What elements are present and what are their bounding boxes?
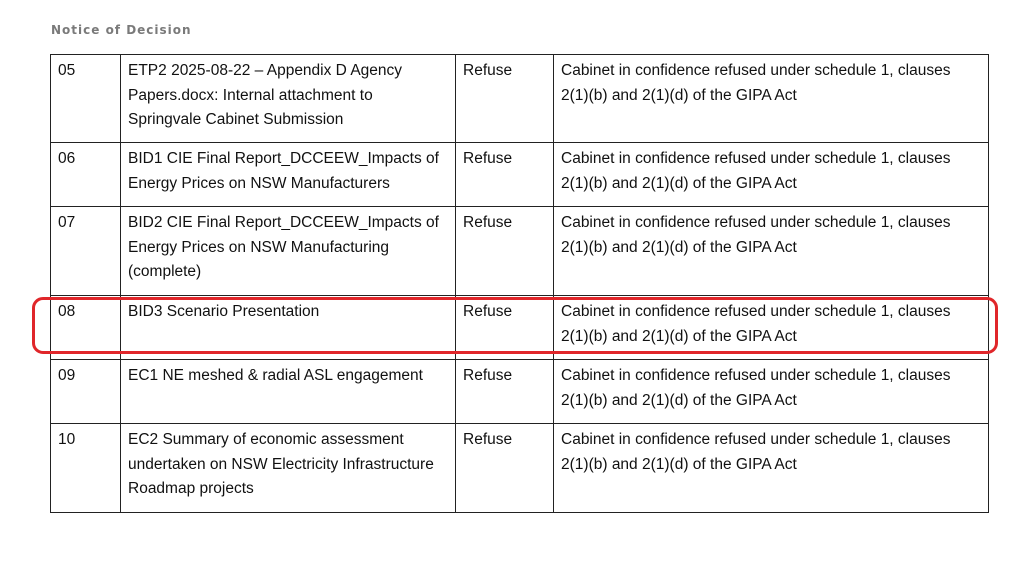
reason-cell: Cabinet in confidence refused under schedule 1, clauses 2(1)(b) and 2(1)(d) of the GIPA Act: [554, 296, 989, 360]
document-title-cell: ETP2 2025-08-22 – Appendix D Agency Papers.docx: Internal attachment to Springvale Cabinet Submission: [121, 55, 456, 143]
document-title-cell: EC1 NE meshed & radial ASL engagement: [121, 360, 456, 424]
row-number-cell: 07: [51, 207, 121, 296]
reason-cell: Cabinet in confidence refused under schedule 1, clauses 2(1)(b) and 2(1)(d) of the GIPA Act: [554, 143, 989, 207]
decision-cell: Refuse: [456, 55, 554, 143]
row-number-cell: 05: [51, 55, 121, 143]
decision-cell: Refuse: [456, 424, 554, 513]
document-title-cell: BID3 Scenario Presentation: [121, 296, 456, 360]
reason-cell: Cabinet in confidence refused under schedule 1, clauses 2(1)(b) and 2(1)(d) of the GIPA Act: [554, 207, 989, 296]
document-header: Notice of Decision: [51, 23, 192, 37]
row-number-cell: 08: [51, 296, 121, 360]
document-title-cell: BID2 CIE Final Report_DCCEEW_Impacts of Energy Prices on NSW Manufacturing (complete): [121, 207, 456, 296]
decision-cell: Refuse: [456, 360, 554, 424]
table-row: [51, 360, 989, 424]
decision-table: [50, 54, 989, 513]
document-title-cell: EC2 Summary of economic assessment undertaken on NSW Electricity Infrastructure Roadmap projects: [121, 424, 456, 513]
decision-cell: Refuse: [456, 207, 554, 296]
row-number-cell: 06: [51, 143, 121, 207]
document-title-cell: BID1 CIE Final Report_DCCEEW_Impacts of Energy Prices on NSW Manufacturers: [121, 143, 456, 207]
reason-cell: Cabinet in confidence refused under schedule 1, clauses 2(1)(b) and 2(1)(d) of the GIPA Act: [554, 424, 989, 513]
table-row-highlighted: [51, 296, 989, 360]
reason-cell: Cabinet in confidence refused under schedule 1, clauses 2(1)(b) and 2(1)(d) of the GIPA Act: [554, 360, 989, 424]
table-row: [51, 55, 989, 143]
decision-cell: Refuse: [456, 143, 554, 207]
reason-cell: Cabinet in confidence refused under schedule 1, clauses 2(1)(b) and 2(1)(d) of the GIPA Act: [554, 55, 989, 143]
table-row: [51, 143, 989, 207]
row-number-cell: 09: [51, 360, 121, 424]
table-row: [51, 424, 989, 513]
decision-cell: Refuse: [456, 296, 554, 360]
row-number-cell: 10: [51, 424, 121, 513]
table-row: [51, 207, 989, 296]
